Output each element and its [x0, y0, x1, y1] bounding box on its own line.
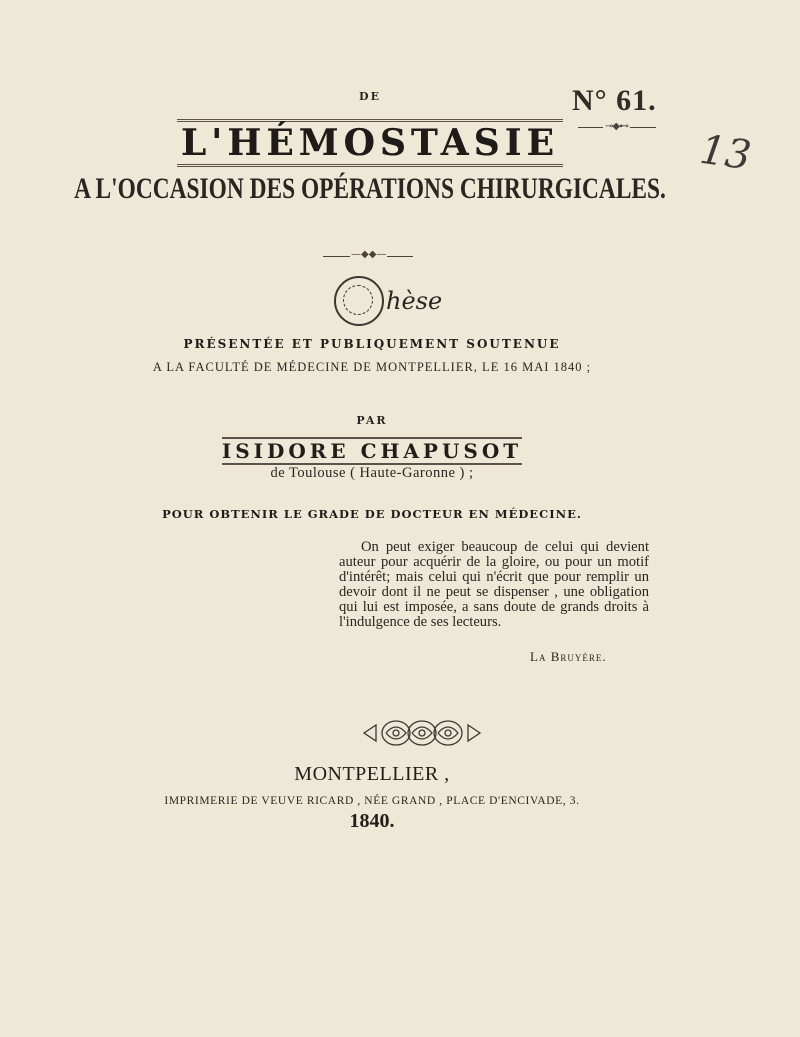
- manuscript-mark: 13: [697, 126, 754, 180]
- main-title: [0, 122, 770, 164]
- thesis-number: N° 61.: [572, 84, 657, 117]
- main-title-text: L'HÉMOSTASIE: [177, 119, 563, 167]
- divider-ornament-icon: —◆◆—: [351, 249, 387, 260]
- subtitle: A L'OCCASION DES OPÉRATIONS CHIRURGICALES.: [74, 172, 666, 205]
- degree-line: POUR OBTENIR LE GRADE DE DOCTEUR EN MÉDECINE.: [162, 507, 582, 521]
- rule-ornament-icon: ⊸◆⊷: [605, 121, 629, 132]
- these-label: hèse: [386, 287, 443, 315]
- these-heading: [334, 276, 442, 326]
- ornate-t-initial-icon: [334, 276, 384, 326]
- author-name: [0, 439, 772, 463]
- author-origin: de Toulouse ( Haute-Garonne ) ;: [270, 465, 474, 481]
- epigraph-author: La Bruyère.: [530, 649, 607, 664]
- imprint-city: MONTPELLIER ,: [294, 763, 450, 785]
- imprint-year: 1840.: [349, 810, 395, 832]
- printer-ornament-icon: [362, 717, 482, 749]
- epigraph-text: On peut exiger beaucoup de celui qui devient auteur pour acquérir de la gloire, ou pour un motif d'intérêt; mais celui qui n'écrit que pour remplir un devoir dont il ne peut se dispenser , une obligation qui lui est imposée, a sans doute de grands droits à l'indulgence de ses lecteurs.: [339, 539, 649, 630]
- faculty-line: A LA FACULTÉ DE MÉDECINE DE MONTPELLIER, LE 16 MAI 1840 ;: [152, 360, 592, 374]
- imprint-printer: IMPRIMERIE DE VEUVE RICARD , NÉE GRAND , PLACE D'ENCIVADE, 3.: [164, 795, 580, 807]
- presentee-line: PRÉSENTÉE ET PUBLIQUEMENT SOUTENUE: [183, 337, 561, 351]
- title-prefix: DE: [359, 90, 381, 103]
- author-name-text: ISIDORE CHAPUSOT: [221, 439, 523, 463]
- par-label: PAR: [356, 414, 388, 427]
- epigraph: [339, 540, 649, 630]
